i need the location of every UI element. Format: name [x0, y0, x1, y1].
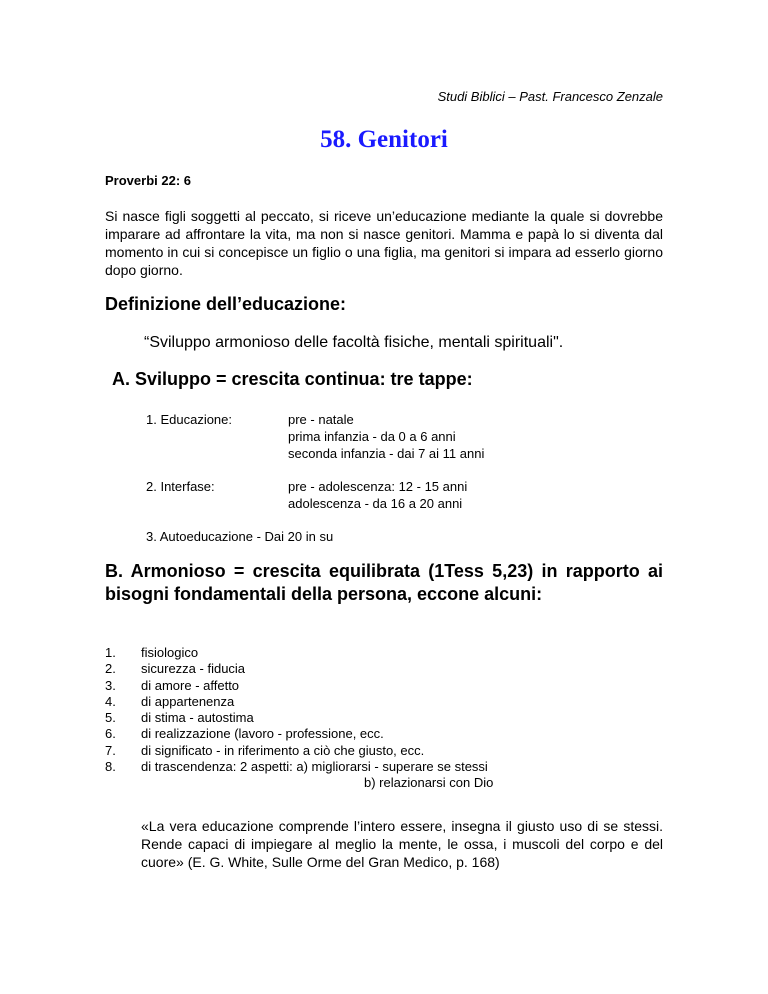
list-item-number: 7.: [105, 742, 116, 758]
intro-paragraph: Si nasce figli soggetti al peccato, si riceve un’educazione mediante la quale si dovrebbe imparare ad affrontare la vita, ma non si nasce genitori. Mamma e papà lo si diventa dal momento in cui si concepisce un figlio o una figlia, ma genitori si impara ad esserlo giorno dopo giorno.: [105, 208, 663, 278]
list-item-text: di realizzazione (lavoro - professione, ecc.: [141, 726, 384, 742]
section-a-heading: A. Sviluppo = crescita continua: tre tappe:: [112, 369, 473, 389]
stage-2-line: adolescenza - da 16 a 20 anni: [288, 496, 463, 511]
list-item-number: 3.: [105, 677, 116, 693]
stage-2-label: 2. Interfase:: [146, 479, 215, 494]
stage-1-line: seconda infanzia - dai 7 ai 11 anni: [288, 446, 485, 461]
list-item-text: fisiologico: [141, 645, 199, 660]
running-head: Studi Biblici – Past. Francesco Zenzale: [437, 89, 663, 104]
list-item-text: di amore - affetto: [141, 677, 240, 693]
list-item-number: 8.: [105, 759, 116, 775]
stage-1-line: prima infanzia - da 0 a 6 anni: [288, 429, 456, 444]
list-item-text: di stima - autostima: [141, 710, 254, 726]
list-item-number: 5.: [105, 710, 116, 726]
list-item-text: di trascendenza: 2 aspetti: a) migliorarsi - superare se stessi: [141, 759, 488, 775]
list-item-number: 2.: [105, 661, 116, 677]
list-item-number: 1.: [105, 645, 116, 660]
stage-3: 3. Autoeducazione - Dai 20 in su: [146, 529, 334, 544]
need-8-continuation: b) relazionarsi con Dio: [364, 775, 494, 790]
list-item-text: di appartenenza: [141, 693, 235, 709]
page-title: 58. Genitori: [320, 126, 448, 153]
stage-2-line: pre - adolescenza: 12 - 15 anni: [288, 479, 468, 494]
definition-heading: Definizione dell’educazione:: [105, 294, 347, 314]
stage-1-label: 1. Educazione:: [146, 412, 233, 427]
stage-1-line: pre - natale: [288, 412, 354, 427]
scripture-reference: Proverbi 22: 6: [105, 173, 191, 188]
definition-text: “Sviluppo armonioso delle facoltà fisiche, mentali spirituali".: [144, 334, 564, 351]
list-item-text: sicurezza - fiducia: [141, 661, 246, 677]
quote-paragraph: «La vera educazione comprende l’intero essere, insegna il giusto uso di se stessi. Rende capaci di impiegare al meglio la mente, le ossa, i muscoli del corpo e del cuore» (E. G. White, Sulle Orme del Gran Medico, p. 168): [141, 818, 663, 870]
list-item-number: 6.: [105, 726, 116, 742]
list-item-text: di significato - in riferimento a ciò che giusto, ecc.: [141, 742, 425, 758]
list-item-number: 4.: [105, 693, 116, 709]
section-b-heading: B. Armonioso = crescita equilibrata (1Tess 5,23) in rapporto ai bisogni fondamentali della persona, eccone alcuni:: [105, 561, 663, 604]
